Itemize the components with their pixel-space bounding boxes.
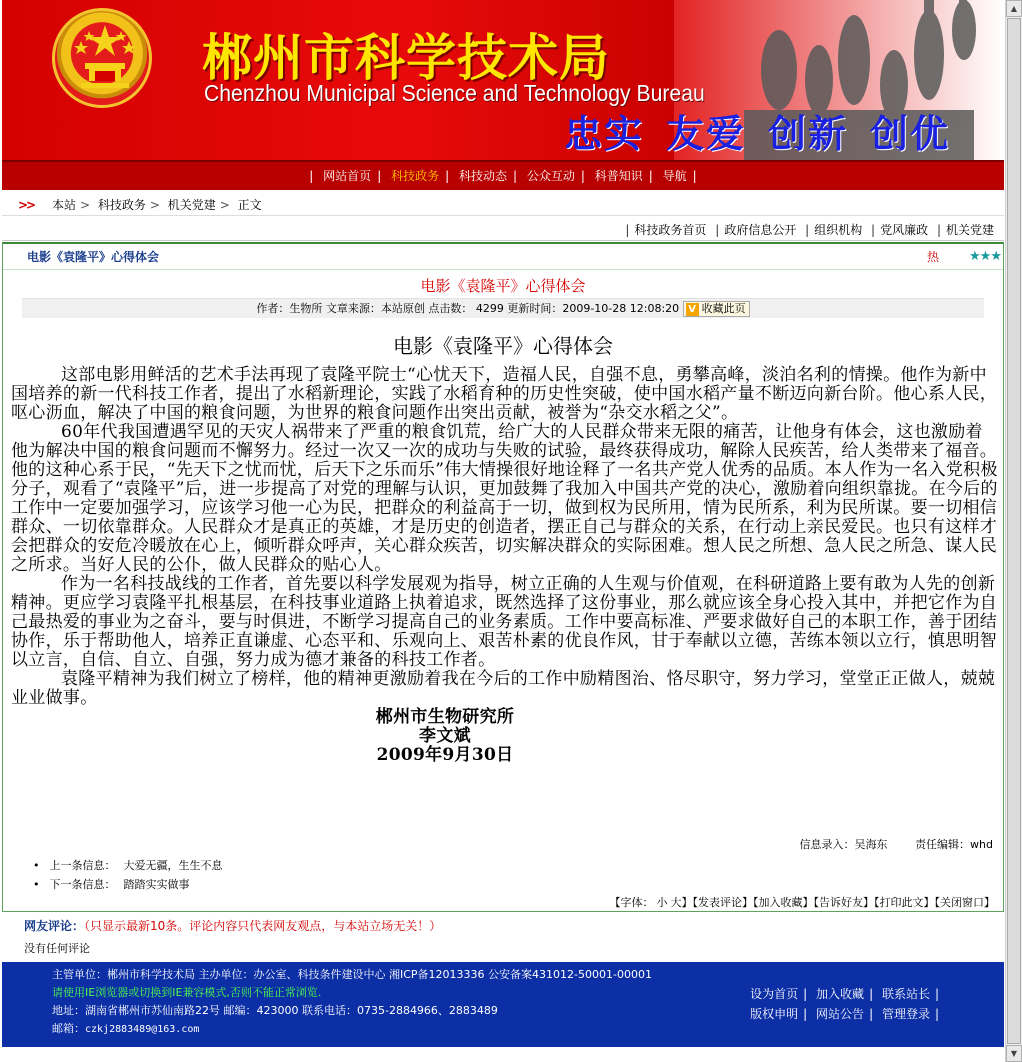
entry-by: 信息录入：吴海东 [799,838,888,851]
site-banner [2,0,1004,160]
bookmark-icon: V [686,303,699,316]
article-box [2,242,1004,912]
set-homepage-link[interactable]: 设为首页 [750,987,799,1001]
footer-line-sponsor: 主管单位：郴州市科学技术局 主办单位：办公室、科技条件建设中心 湘ICP备12013336 公安备案431012-50001-00001 [52,968,652,981]
footer-info [52,966,652,1039]
national-emblem-icon [52,8,152,108]
add-favorite-button[interactable]: 【加入收藏】 [753,896,814,909]
article-paragraph: 作为一名科技战线的工作者，首先要以科学发展观为指导，树立正确的人生观与价值观，在科研道路上要有敢为人先的创新精神。更应学习袁隆平扎根基层，在科技事业道路上执着追求，既然选择了这份事业，那么就应该全身心投入其中，并把它作为自己最热爱的事业为之奋斗，要与时俱进，不断学习提高自己的业务素质。工作中要高标准、严要求做好自己的本职工作，善于团结协作，乐于帮助他人，培养正直谦虚、心态平和、乐观向上、艰苦朴素的优良作风，甘于奉献以立德，苦练本领以立行，慎思明智以立言，自信、自立、自强，努力成为德才兼备的科技工作者。 [11,574,998,670]
slogan-item: 友爱 [666,112,747,156]
breadcrumb-item[interactable]: 本站 [51,198,76,212]
article-heading: 电影《袁隆平》心得体会 [393,334,613,358]
announcement-link[interactable]: 网站公告 [816,1007,865,1021]
signature-name: 李文斌 [419,726,471,746]
tell-friend-button[interactable]: 【告诉好友】 [813,896,874,909]
responsible-editor: 责任编辑：whd [915,838,993,851]
breadcrumb-item: 正文 [237,198,262,212]
scroll-down-icon[interactable]: ▼ [1006,1045,1022,1062]
scrollbar-thumb[interactable] [1007,18,1021,1044]
signature-org: 郴州市生物研究所 [375,707,515,727]
nav-item-home[interactable]: 网站首页 [323,169,372,183]
slogan-item: 创优 [870,112,951,156]
article-bar-title: 电影《袁隆平》心得体会 [27,250,160,264]
footer-line-address: 地址：湖南省郴州市苏仙南路22号 邮编：423000 联系电话：0735-2884966、2883489 [52,1004,498,1017]
slogan-item: 忠实 [564,112,645,156]
bookmark-page-button[interactable] [683,301,750,317]
article-tools [608,894,996,910]
rating-stars-icon: ★★★ [969,249,1001,264]
subnav-item[interactable]: 组织机构 [814,223,863,237]
editor-info [776,836,993,852]
admin-login-link[interactable]: 管理登录 [881,1007,930,1021]
hot-label: 热 [926,250,939,264]
nav-item-guide[interactable]: 导航 [662,169,687,183]
subnav-item[interactable]: 党风廉政 [880,223,929,237]
copyright-link[interactable]: 版权申明 [750,1007,799,1021]
breadcrumb-item[interactable]: 科技政务 [97,198,146,212]
nav-item-interact[interactable]: 公众互动 [526,169,575,183]
next-article: • 下一条信息： 踏踏实实做事 [33,875,223,894]
subnav-item[interactable]: 机关党建 [945,223,994,237]
breadcrumb-item[interactable]: 机关党建 [167,198,216,212]
footer-email: czkj2883489@163.com [85,1024,200,1035]
prev-article-link[interactable]: 大爱无疆，生生不息 [123,859,223,872]
nav-item-news[interactable]: 科技动态 [458,169,507,183]
footer-line-browser-notice: 请使用IE浏览器或切换到IE兼容模式,否则不能正常浏览. [52,986,322,999]
slogan-item: 创新 [768,112,849,156]
article-meta-text: 作者：生物所 文章来源：本站原创 点击数： 4299 更新时间：2009-10-28 12:08:20 [256,302,680,315]
vertical-scrollbar[interactable] [1005,0,1022,1062]
signature-date: 2009年9月30日 [376,745,514,765]
post-comment-button[interactable]: 【发表评论】 [692,896,753,909]
article-header-bar [3,244,1003,270]
article-paragraph: 袁隆平精神为我们树立了榜样，他的精神更激励着我在今后的工作中励精图治、恪尽职守，努力学习，堂堂正正做人，兢兢业业做事。 [11,669,996,708]
article-title: 电影《袁隆平》心得体会 [420,277,586,295]
article-paragraph: 这部电影用鲜活的艺术手法再现了袁隆平院士“心忧天下，造福人民，自强不息，勇攀高峰，淡泊名利的情操。他作为新中国培养的新一代科技工作者，提出了水稻新理论，实践了水稻育种的历史性突破，使中国水稻产量不断迈向新台阶。他心系人民，呕心沥血，解决了中国的粮食问题，为世界的粮食问题作出突出贡献，被誉为“杂交水稻之父”。 [11,365,998,423]
subnav-item[interactable]: 政府信息公开 [724,223,797,237]
contact-admin-link[interactable]: 联系站长 [881,987,930,1001]
article-meta [22,298,984,318]
comments-section [2,914,1004,962]
site-title-en: Chenzhou Municipal Science and Technology Bureau [204,80,705,106]
page-frame [2,0,1004,1062]
site-title-cn: 郴州市科学技术局 [202,29,610,87]
prev-article: • 上一条信息： 大爱无疆，生生不息 [33,856,223,875]
main-nav: | 网站首页 | 科技政务 | 科技动态 | 公众互动 | 科普知识 | 导航 | [2,160,1004,190]
nav-item-science[interactable]: 科普知识 [594,169,643,183]
footer-line-email: 邮箱：czkj2883489@163.com [52,1022,200,1035]
close-window-button[interactable]: 【关闭窗口】 [934,896,995,909]
double-chevron-icon: >> [18,198,35,212]
comments-title: 网友评论： [24,919,85,933]
bookmark-label: 收藏此页 [701,302,746,315]
article-body [11,366,999,765]
font-big-button[interactable]: 大】 [670,896,693,909]
nav-item-gov[interactable]: 科技政务 [391,169,440,183]
font-size-label: 【字体： [609,896,654,909]
breadcrumb: >> 本站 > 科技政务 > 机关党建 > 正文 [2,194,1004,216]
sub-nav: | 科技政务首页 | 政府信息公开 | 组织机构 | 党风廉政 | 机关党建 [2,219,1004,241]
comments-empty: 没有任何评论 [24,942,90,955]
font-small-button[interactable]: 小 [656,896,668,909]
comments-note: （只显示最新10条。评论内容只代表网友观点，与本站立场无关！） [84,919,442,933]
subnav-item[interactable]: 科技政务首页 [634,223,707,237]
prev-next-list [33,856,223,894]
print-button[interactable]: 【打印此文】 [874,896,935,909]
footer-links: 设为首页 | 加入收藏 | 联系站长 | 版权申明 | 网站公告 | 管理登录 | [750,987,939,1021]
next-article-link[interactable]: 踏踏实实做事 [123,878,190,891]
site-footer [2,962,1004,1047]
scroll-up-icon[interactable]: ▲ [1006,0,1022,17]
article-paragraph: 60年代我国遭遇罕见的天灾人祸带来了严重的粮食饥荒，给广大的人民群众带来无限的痛苦，让他身有体会，这也激励着他为解决中国的粮食问题而不懈努力。经过一次又一次的成功与失败的试验，最终获得成功，解除人民疾苦，给人类带来了福音。他的这种心系于民，“先天下之忧而忧，后天下之乐而乐”伟大情操很好地诠释了一名共产党人优秀的品质。本人作为一名入党积极分子，观看了“袁隆平”后，进一步提高了对党的理解与认识，更加鼓舞了我加入中国共产党的决心，激励着向组织靠拢。在今后的工作中一定要加强学习，应该学习他一心为民，把群众的利益高于一切，做到权为民所用，情为民所系，利为民所谋。要一切相信群众、一切依靠群众。人民群众才是真正的英雄，才是历史的创造者，摆正自己与群众的关系，在行动上亲民爱民。也只有这样才会把群众的安危冷暖放在心上，倾听群众呼声，关心群众疾苦，切实解决群众的实际困难。想人民之所想、急人民之所急、谋人民之所求。当好人民的公仆，做人民群众的贴心人。 [11,422,998,575]
slogan-row [564,103,972,158]
add-bookmark-link[interactable]: 加入收藏 [816,987,865,1001]
comments-header [2,914,1004,938]
